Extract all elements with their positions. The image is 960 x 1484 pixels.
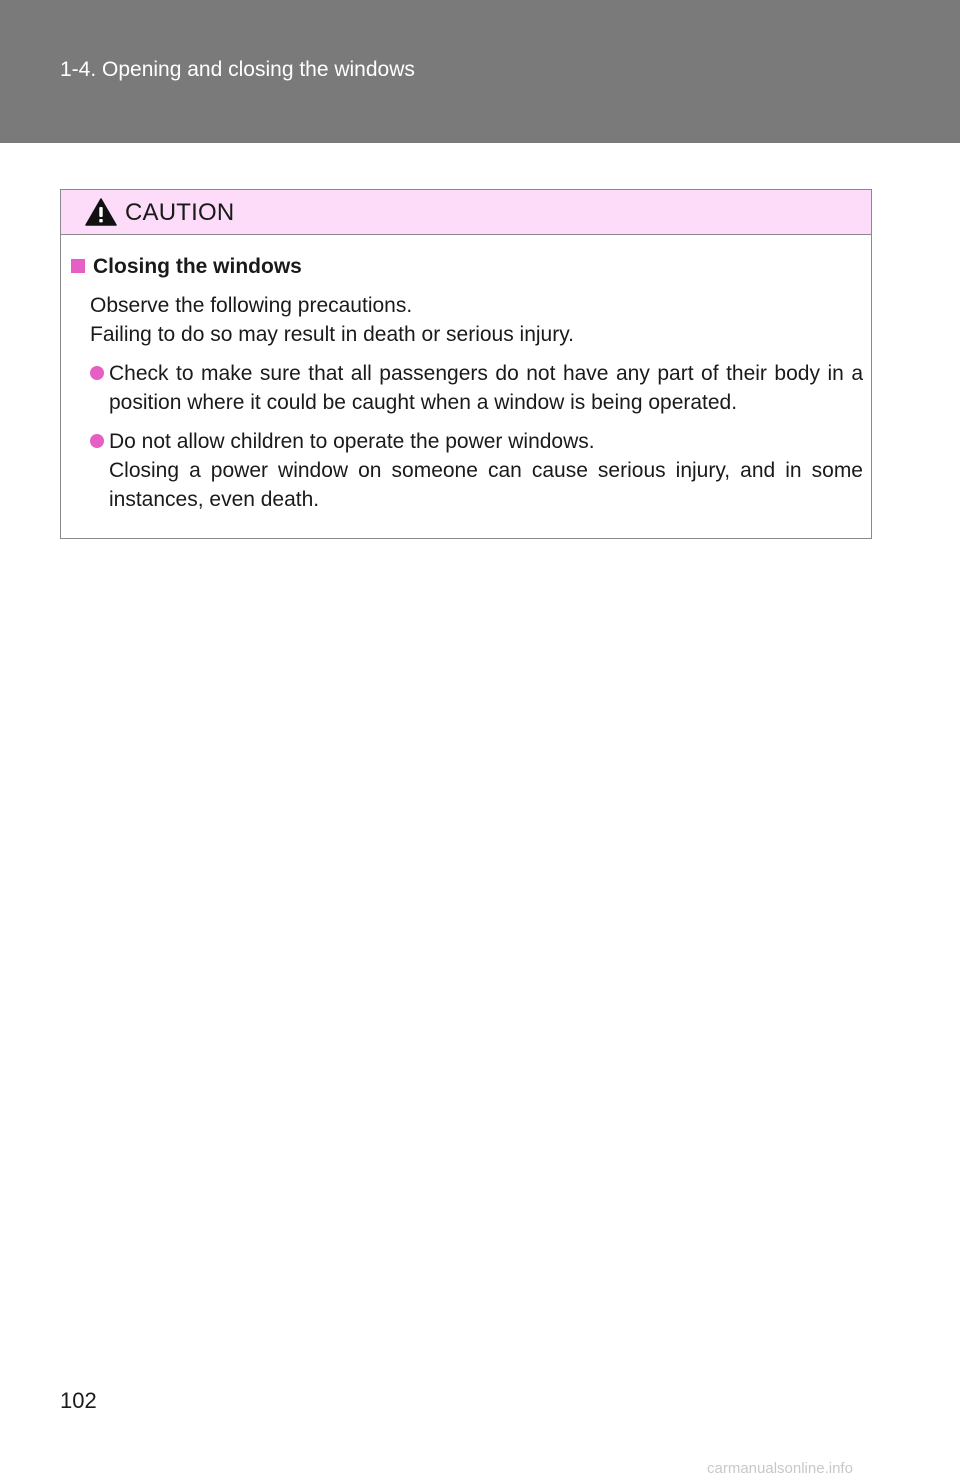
intro-text — [90, 291, 574, 349]
list-item-line: Do not allow children to operate the power windows. — [109, 430, 595, 453]
caution-header — [61, 190, 871, 235]
header-band — [0, 0, 960, 143]
section-title: 1-4. Opening and closing the windows — [60, 58, 415, 81]
watermark: carmanualsonline.info — [707, 1460, 853, 1477]
list-item — [90, 427, 863, 514]
intro-line: Failing to do so may result in death or serious injury. — [90, 323, 575, 346]
list-item — [90, 359, 863, 417]
square-bullet-icon — [71, 259, 85, 273]
list-item-line: Closing a power window on someone can cause serious injury, and in some instances, even death. — [109, 459, 863, 511]
circle-bullet-icon — [90, 434, 104, 448]
caution-box — [60, 189, 872, 539]
caution-label: CAUTION — [125, 199, 235, 226]
topic-heading-text: Closing the windows — [93, 255, 302, 278]
topic-heading — [71, 255, 302, 279]
list-item-text: Check to make sure that all passengers do not have any part of their body in a position where it could be caught when a window is being operated. — [109, 362, 863, 414]
warning-triangle-icon — [85, 198, 117, 226]
intro-line: Observe the following precautions. — [90, 294, 413, 317]
list-item-text — [109, 427, 863, 514]
page-number: 102 — [60, 1388, 97, 1413]
circle-bullet-icon — [90, 366, 104, 380]
